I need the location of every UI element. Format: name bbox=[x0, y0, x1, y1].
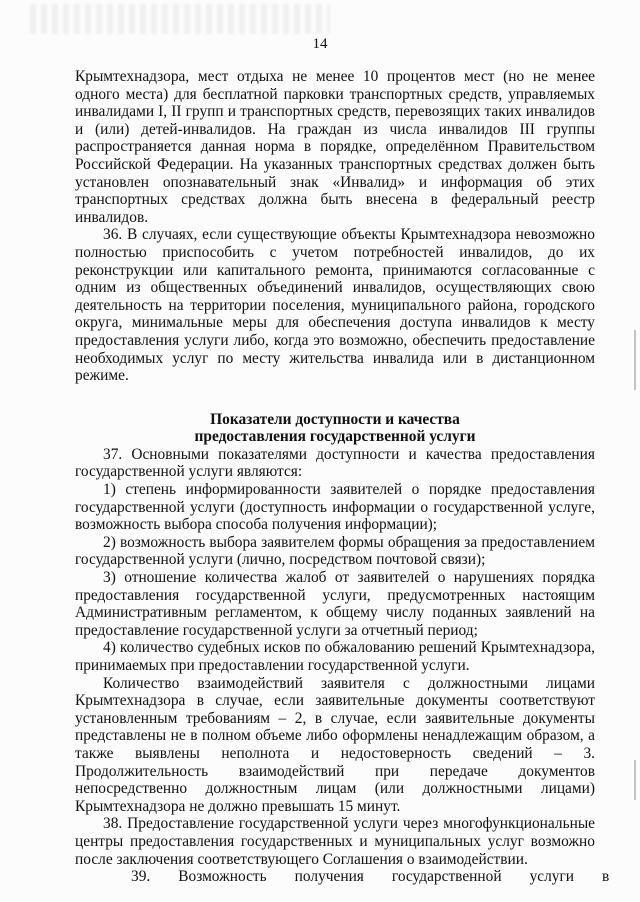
word: государственной bbox=[391, 868, 502, 886]
paragraph: 36. В случаях, если существующие объекты Крымтехнадзора невозможно полностью приспособить с учетом потребностей инвалидов, до их реконструкции или капитального ремонта, принимаются согласованные с одним из общественных объединений инвалидов, осуществляющих свою деятельность на территории поселения, муниципального района, городского округа, минимальные меры для обеспечения доступа инвалидов к месту предоставления услуги либо, когда это возможно, обеспечить предоставление необходимых услуг по месту жительства инвалида или в дистанционном режиме. bbox=[75, 226, 595, 385]
paragraph: Количество взаимодействий заявителя с должностными лицами Крымтехнадзора в случае, если заявительные документы соответствуют установленным требованиям – 2, в случае, если заявительные документы представлены не в полном объеме либо оформлены ненадлежащим образом, а также выявлены неполнота и недостоверность сведений – 3. Продолжительность взаимодействий при передаче документов непосредственно должностным лицам (или должностными лицами) Крымтехнадзора не должно превышать 15 минут. bbox=[75, 674, 595, 815]
margin-mark bbox=[634, 330, 636, 390]
word: Возможность bbox=[178, 868, 267, 886]
margin-mark bbox=[634, 760, 636, 800]
word: услуги bbox=[529, 868, 575, 886]
word: в bbox=[602, 868, 610, 886]
heading-line: Показатели доступности и качества bbox=[210, 410, 460, 428]
truncated-line bbox=[75, 868, 610, 886]
word: получения bbox=[294, 868, 364, 886]
list-item: 1) степень информированности заявителей о порядке предоставления государственной услуги (доступность информации о государственной услуге, возможность выбора способа получения информации); bbox=[75, 481, 595, 534]
scan-artifact bbox=[30, 4, 330, 34]
paragraph: 37. Основными показателями доступности и качества предоставления государственной услуги являются: bbox=[75, 445, 595, 481]
list-item: 2) возможность выбора заявителем формы обращения за предоставлением государственной услуги (лично, посредством почтовой связи); bbox=[75, 533, 595, 569]
list-item: 4) количество судебных исков по обжалованию решений Крымтехнадзора, принимаемых при предоставлении государственной услуги. bbox=[75, 639, 595, 674]
page-number: 14 bbox=[312, 36, 328, 52]
document-body bbox=[75, 68, 610, 886]
heading-line: предоставления государственной услуги bbox=[194, 428, 476, 446]
section-heading bbox=[75, 411, 595, 446]
word: 39. bbox=[131, 868, 151, 886]
paragraph: Крымтехнадзора, мест отдыха не менее 10 процентов мест (но не менее одного места) для бесплатной парковки транспортных средств, управляемых инвалидами I, II групп и транспортных средств, перевозящих таких инвалидов и (или) детей-инвалидов. На граждан из числа инвалидов III группы распространяется данная норма в порядке, определённом Правительством Российской Федерации. На указанных транспортных средствах должен быть установлен опознавательный знак «Инвалид» и информация об этих транспортных средствах должна быть внесена в федеральный реестр инвалидов. bbox=[75, 68, 595, 226]
paragraph: 38. Предоставление государственной услуги через многофункциональные центры предоставления государственных и муниципальных услуг возможно после заключения соответствующего Соглашения о взаимодействии. bbox=[75, 815, 595, 868]
list-item: 3) отношение количества жалоб от заявителей о нарушениях порядка предоставления государственной услуги, предусмотренных настоящим Административным регламентом, к общему числу поданных заявлений на предоставление государственной услуги за отчетный период; bbox=[75, 569, 595, 639]
